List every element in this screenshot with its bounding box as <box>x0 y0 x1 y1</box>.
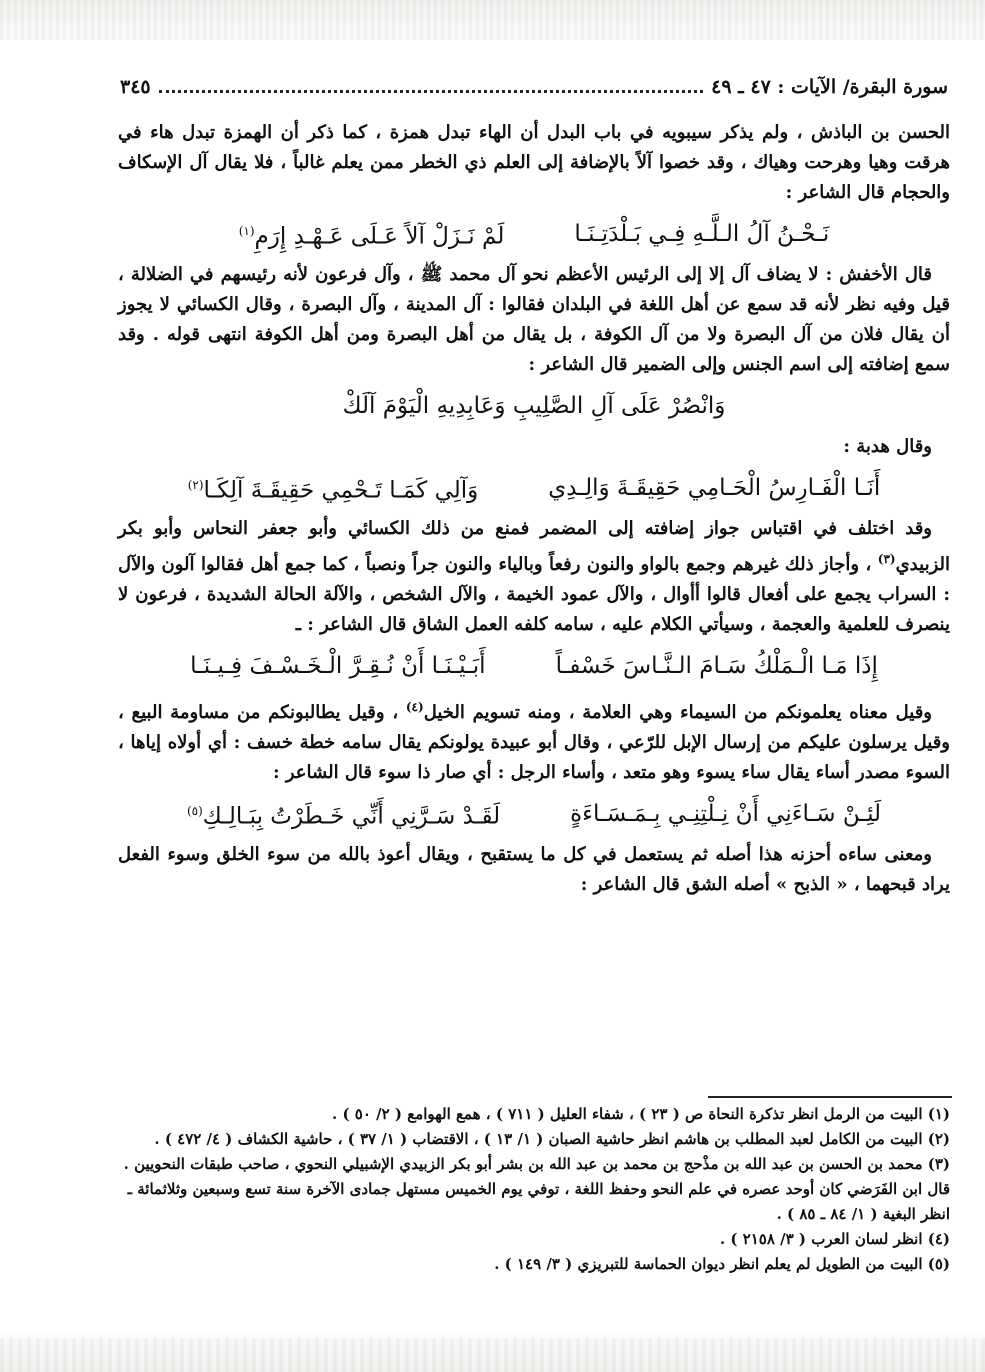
verse-3-second-text: وَآلِي كَمَـا تَـحْمِي حَقِيقَـةَ آلِكَـا <box>203 477 479 504</box>
verse-4-second-hemistich: أَبَـيْـنَـا أَنْ نُـقِـرَّ الْـخَـسْـفَ فِـيـنَـا <box>190 653 486 679</box>
footnote-4: (٤) انظر لسان العرب ( ٣/ ٢١٥٨ ) . <box>719 1230 950 1248</box>
verse-3-second-hemistich <box>188 470 479 506</box>
paragraph-4-part-b: ، وأجاز ذلك غيرهم وجمع بالواو والنون رفعاً وبالياء والنون جراً ونصباً ، كما جمع أهل فقالوا آلون والآل : السراب يجمع على أفعال قالوا أأوال ، والآل عمود الخيمة ، والآل الشخص ، والآلة الحالة الشديدة ، فرعون لا ينصرف للعلمية والعجمة ، وسيأتي الكلام عليه ، سامه كلفه العمل الشاق قال الشاعر : ـ <box>118 554 950 635</box>
paragraph-6: ومعنى ساءه أحزنه هذا أصله ثم يستعمل في كل ما يستقبح ، ويقال أعوذ بالله من سوء الخلق وسوء الفعل يراد قبحهما ، « الذبح » أصله الشق قال الشاعر : <box>118 844 950 895</box>
paragraph-3: وقال هدبة : <box>843 436 932 457</box>
verse-2 <box>118 380 950 432</box>
scan-noise-top <box>0 0 985 40</box>
footnote-5: (٥) البيت من الطويل لم يعلم انظر ديوان الحماسة للتبريزي ( ٣/ ١٤٩ ) . <box>494 1255 950 1273</box>
footnote-ref-2: (٢) <box>187 478 204 493</box>
footnotes <box>118 1102 950 1277</box>
paragraph-5 <box>118 692 950 788</box>
verse-3-first-hemistich: أَنَـا الْفَـارِسُ الْحَـامِي حَقِيقَـةَ وَالِـدِي <box>548 475 881 501</box>
verse-4-first-hemistich: إِذَا مَـا الْـمَلْكُ سَـامَ الـنَّـاسَ خَسْفـاً <box>555 653 878 679</box>
footnote-separator <box>708 1096 952 1098</box>
paragraph-1: الحسن بن الباذش ، ولم يذكر سيبويه في باب البدل أن الهاء تبدل همزة ، كما ذكر أن الهمزة تبدل هاء في هرقت وهيا وهرحت وهياك ، وقد خصوا آلاً بالإضافة إلى العلم ذي الخطر ممن يعلم غالباً ، فلا يقال آل الإسكاف والحجام قال الشاعر : <box>118 122 951 203</box>
main-text <box>118 118 950 900</box>
header-title: سورة البقرة/ الآيات : ٤٧ ـ ٤٩ <box>711 76 948 98</box>
page-number: ٣٤٥ <box>120 76 151 98</box>
verse-5-second-text: لَقَـدْ سَـرَّنِي أَنِّي خَـطَرْتُ بِبَـالِـكِ <box>202 803 501 830</box>
verse-3 <box>118 462 950 514</box>
footnote-2: (٢) البيت من الكامل لعبد المطلب بن هاشم انظر حاشية الصبان ( ١/ ١٣ ) ، الاقتضاب ( ١/ ٣٧ ) ، حاشية الكشاف ( ٤/ ٤٧٢ ) . <box>154 1130 950 1148</box>
paragraph-4 <box>118 514 950 640</box>
footnote-1: (١) البيت من الرمل انظر تذكرة النحاة ص ( ٢٣ ) ، شفاء العليل ( ٧١١ ) ، همع الهوامع ( ٢/ ٥٠ ) . <box>332 1105 950 1123</box>
verse-1-second-hemistich <box>239 216 505 252</box>
paragraph-4-part-a: وقد اختلف في اقتباس جواز إضافته إلى المضمر فمنع من ذلك الكسائي وأبو جعفر النحاس وأبو بكر الزبيدي <box>118 518 950 575</box>
verse-5 <box>118 788 950 840</box>
footnote-3: (٣) محمد بن الحسن بن عبد الله بن مذْحج بن محمد بن عبد الله بن بشر أبو بكر الزبيدي الإشبيلي النحوي ، صاحب طبقات النحويين . قال ابن الفَرَضي كان أوحد عصره في علم النحو وحفظ اللغة ، توفي يوم الخميس مستهل جمادى الآخرة سنة تسع وسبعين وثلاثمائة ـ انظر البغية ( ١/ ٨٤ ـ ٨٥ ) . <box>123 1155 950 1223</box>
verse-1-second-text: لَمْ نَـزَلْ آلاً عَـلَى عَـهْـدِ إِرَمِ <box>254 223 505 250</box>
paragraph-5-part-b: ، وقيل يطالبونكم من مساومة البيع ، وقيل يرسلون عليكم من إرسال الإبل للرّعي ، وقال أبو عبيدة يولونكم يقال سامه خطة خسف : أي أولاه إياها ، السوء مصدر أساء يقال ساء يسوء وهو متعد ، وأساء الرجل : أي صار ذا سوء قال الشاعر : <box>118 702 950 783</box>
verse-1-first-hemistich: نَـحْـنُ آلُ الـلَّـهِ فِـي بَـلْدَتِـنَـا <box>574 221 830 247</box>
footnote-ref-3: (٣) <box>877 552 896 566</box>
verse-4 <box>118 640 950 692</box>
paragraph-5-part-a: وقيل معناه يعلمونكم من السيماء وهي العلامة ، ومنه تسويم الخيل <box>423 702 932 723</box>
verse-2-text: وَانْصُرْ عَلَى آلِ الصَّلِيبِ وَعَابِدِيهِ الْيَوْمَ آلَكْ <box>342 393 726 419</box>
footnote-ref-4: (٤) <box>405 700 424 714</box>
footnote-ref-1: (١) <box>238 224 255 239</box>
header-dot-leader <box>159 78 704 93</box>
scan-noise-bottom <box>0 1338 985 1372</box>
footnote-ref-5: (٥) <box>186 804 203 819</box>
verse-5-first-hemistich: لَئِـنْ سَـاءَنِي أَنْ نِـلْتِنِـي بِـمَـسَـاءَةٍ <box>570 801 882 827</box>
verse-5-second-hemistich <box>187 796 500 832</box>
verse-1 <box>118 208 950 260</box>
paragraph-2: قال الأخفش : لا يضاف آل إلا إلى الرئيس الأعظم نحو آل محمد ﷺ ، وآل فرعون لأنه رئيسهم في الضلالة ، قيل وفيه نظر لأنه قد سمع عن أهل اللغة في البلدان فقالوا : آل المدينة ، وآل البصرة ، وقال الكسائي لا يجوز أن يقال فلان من آل البصرة ولا من آل الكوفة ، بل يقال من أهل البصرة ومن أهل الكوفة انتهى قوله . وقد سمع إضافته إلى اسم الجنس وإلى الضمير قال الشاعر : <box>118 264 950 375</box>
running-header <box>120 76 948 106</box>
